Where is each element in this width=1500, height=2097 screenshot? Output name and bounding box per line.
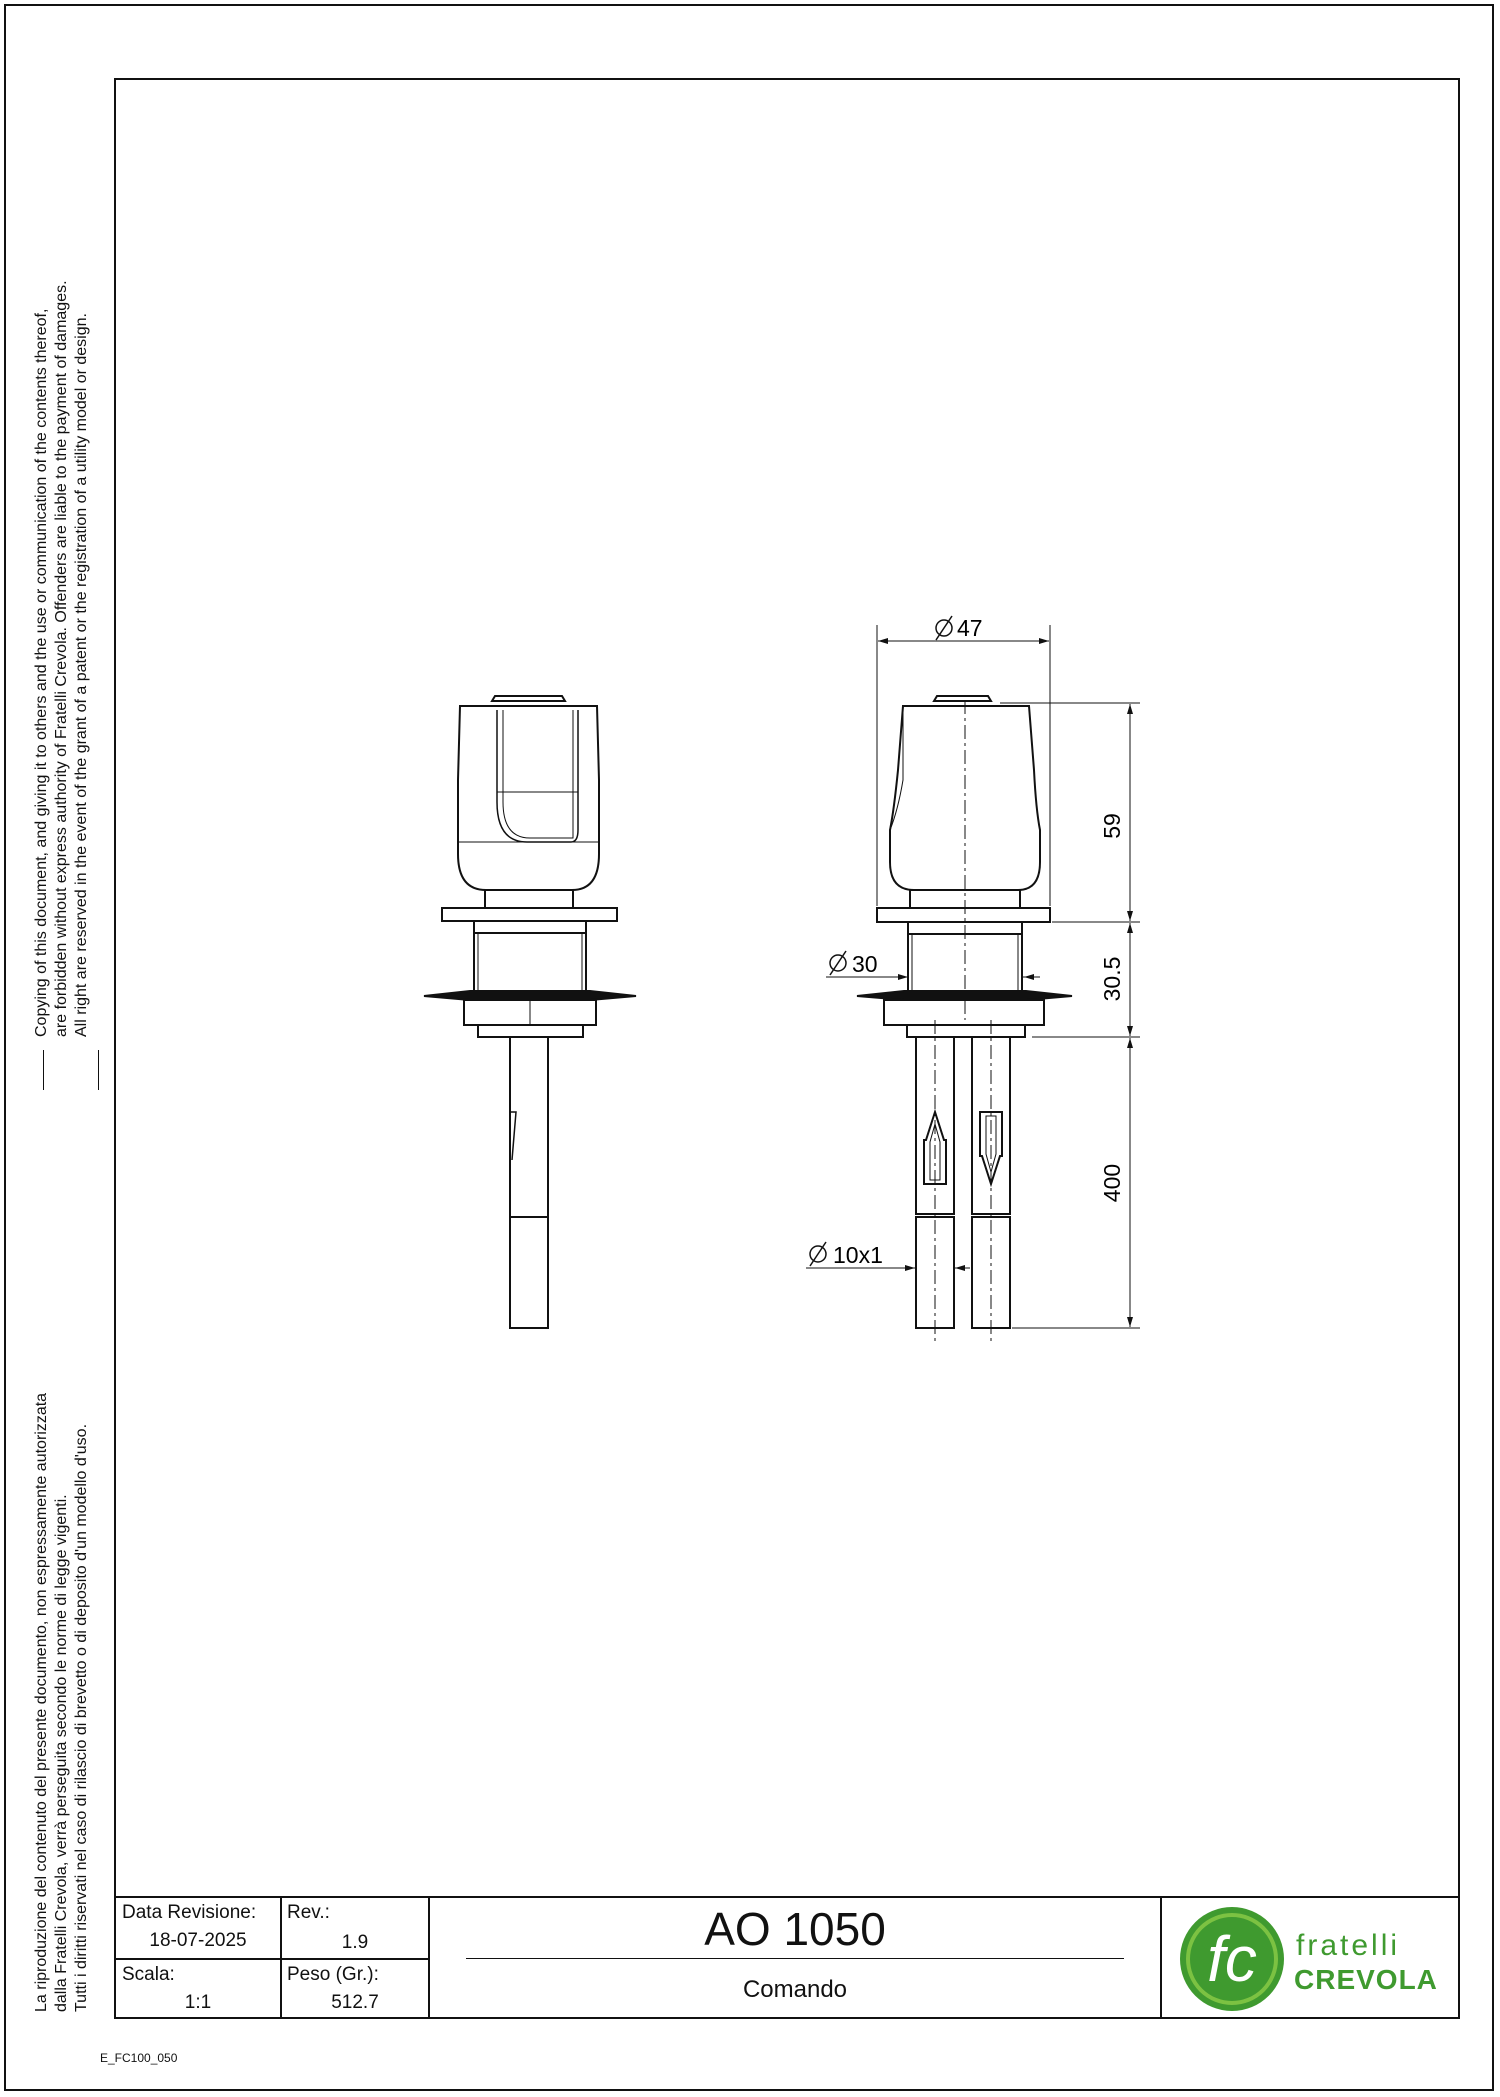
dimension-text-pipe-size: [810, 1242, 883, 1268]
revision-date-label: Data Revisione:: [122, 1902, 257, 1923]
product-description: Comando: [742, 1976, 848, 2003]
company-logo: [1176, 1903, 1456, 2015]
title-block-row-line: [114, 1958, 430, 1960]
legal-line: La riproduzione del contenuto del presente documento, non espressamente autorizzata: [33, 1392, 50, 2012]
dimension-text-height-body: 30.5: [1099, 956, 1125, 1002]
legal-line: Copying of this document, and giving it to others and the use or communication of the contents thereof,: [33, 308, 50, 1037]
title-block-divider: [1160, 1896, 1162, 2019]
weight-label: Peso (Gr.):: [287, 1964, 379, 1985]
dimension-text-height-handle: 59: [1099, 813, 1125, 839]
dimension-text-diameter-body: [830, 951, 878, 977]
title-block-top-line: [114, 1896, 1460, 1898]
svg-text:47: 47: [957, 615, 983, 641]
scale-label: Scala:: [122, 1964, 175, 1985]
revision-date: 18-07-2025: [149, 1930, 247, 1951]
dimension-text-diameter-top: [936, 615, 983, 641]
svg-text:fc: fc: [1207, 1923, 1257, 1995]
svg-text:fratelli: fratelli: [1296, 1929, 1401, 1962]
svg-text:30: 30: [852, 951, 878, 977]
legal-line: are forbidden without express authority of Fratelli Crevola. Offenders are liable to the payment of damages.: [53, 280, 70, 1037]
document-code: E_FC100_050: [100, 2051, 178, 2065]
rev-value: 1.9: [341, 1932, 369, 1953]
dimension-text-length-pipes: 400: [1099, 1163, 1125, 1203]
side-view: [424, 696, 636, 1328]
svg-text:10x1: 10x1: [833, 1242, 883, 1268]
legal-line: Tutti i diritti riservati nel caso di rilascio di brevetto o di deposito d'un modello d'uso.: [73, 1423, 90, 2012]
legal-line: All right are reserved in the event of the grant of a patent or the registration of a utility model or design.: [73, 313, 90, 1037]
title-block-title-line: [466, 1958, 1124, 1959]
weight-value: 512.7: [331, 1992, 379, 2013]
legal-line: dalla Fratelli Crevola, verrà perseguita secondo le norme di legge vigenti.: [53, 1494, 70, 2012]
scale-value: 1:1: [184, 1992, 212, 2013]
rev-label: Rev.:: [287, 1902, 330, 1923]
svg-text:CREVOLA: CREVOLA: [1294, 1964, 1438, 1995]
product-code: AO 1050: [704, 1903, 886, 1955]
